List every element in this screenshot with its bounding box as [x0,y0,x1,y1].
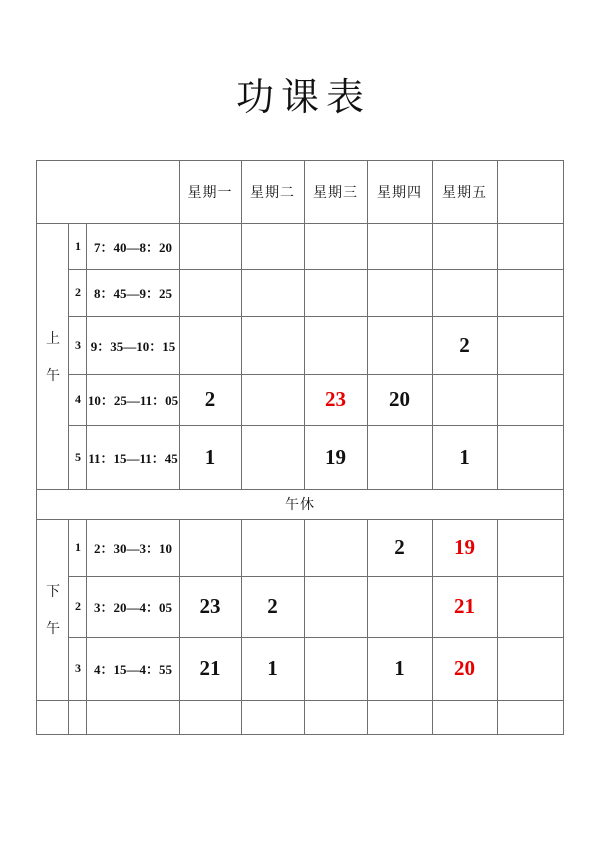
cell-am5-wed: 19 [304,425,367,489]
morning-row-2 [37,269,563,316]
cell-am1-fri [432,223,497,269]
day-header-mon: 星期一 [179,160,241,223]
empty-cell [367,700,432,734]
cell-pm1-extra [497,519,563,576]
empty-cell [179,700,241,734]
period-time: 10：25—11：05 [87,374,179,425]
empty-cell [432,700,497,734]
period-time: 9：35—10：15 [87,316,179,374]
lunch-row [37,489,563,519]
cell-am5-thu [367,425,432,489]
period-number: 1 [69,223,87,269]
cell-am5-fri: 1 [432,425,497,489]
extra-column-header [497,160,563,223]
cell-am5-extra [497,425,563,489]
corner-cell [37,160,179,223]
cell-am4-wed: 23 [304,374,367,425]
empty-cell [69,700,87,734]
cell-am4-mon: 2 [179,374,241,425]
morning-row-3 [37,316,563,374]
cell-pm3-thu: 1 [367,637,432,700]
cell-am3-extra [497,316,563,374]
cell-am2-wed [304,269,367,316]
cell-am3-mon [179,316,241,374]
cell-pm2-fri: 21 [432,576,497,637]
cell-pm1-thu: 2 [367,519,432,576]
morning-row-4 [37,374,563,425]
period-time: 3：20—4：05 [87,576,179,637]
cell-am5-tue [241,425,304,489]
period-time: 4：15—4：55 [87,637,179,700]
period-time: 8：45—9：25 [87,269,179,316]
cell-am3-fri: 2 [432,316,497,374]
period-number: 3 [69,316,87,374]
cell-pm1-fri: 19 [432,519,497,576]
cell-pm2-wed [304,576,367,637]
period-number: 5 [69,425,87,489]
cell-pm2-thu [367,576,432,637]
cell-am4-thu: 20 [367,374,432,425]
cell-am1-extra [497,223,563,269]
section-label-morning [37,223,69,489]
cell-pm2-tue: 2 [241,576,304,637]
page-title: 功课表 [235,77,371,119]
cell-am1-tue [241,223,304,269]
afternoon-vertical-label: 下 午 [45,585,60,638]
morning-row-5 [37,425,563,489]
morning-vertical-label: 上 午 [45,331,60,384]
lunch-break-cell: 午休 [37,489,563,519]
cell-am5-mon: 1 [179,425,241,489]
cell-am2-tue [241,269,304,316]
cell-am3-wed [304,316,367,374]
empty-cell [241,700,304,734]
cell-pm3-fri: 20 [432,637,497,700]
cell-am1-wed [304,223,367,269]
empty-cell [304,700,367,734]
cell-pm1-mon [179,519,241,576]
cell-am1-mon [179,223,241,269]
section-label-afternoon [37,519,69,700]
cell-pm1-wed [304,519,367,576]
period-time: 11：15—11：45 [87,425,179,489]
afternoon-row-2 [37,576,563,637]
period-number: 4 [69,374,87,425]
day-header-tue: 星期二 [241,160,304,223]
cell-pm3-mon: 21 [179,637,241,700]
cell-pm3-extra [497,637,563,700]
cell-pm1-tue [241,519,304,576]
cell-am4-fri [432,374,497,425]
empty-cell [37,700,69,734]
afternoon-row-3 [37,637,563,700]
cell-am4-tue [241,374,304,425]
morning-row-1 [37,223,563,269]
cell-am3-thu [367,316,432,374]
cell-pm3-wed [304,637,367,700]
cell-am2-mon [179,269,241,316]
cell-am2-thu [367,269,432,316]
schedule-table [36,160,563,735]
cell-pm2-extra [497,576,563,637]
cell-am2-fri [432,269,497,316]
afternoon-row-1 [37,519,563,576]
cell-am3-tue [241,316,304,374]
bottom-empty-row [37,700,563,734]
cell-am1-thu [367,223,432,269]
empty-cell [497,700,563,734]
cell-am2-extra [497,269,563,316]
period-number: 2 [69,576,87,637]
cell-pm3-tue: 1 [241,637,304,700]
day-header-thu: 星期四 [367,160,432,223]
day-header-fri: 星期五 [432,160,497,223]
cell-pm2-mon: 23 [179,576,241,637]
period-number: 1 [69,519,87,576]
period-number: 3 [69,637,87,700]
day-header-wed: 星期三 [304,160,367,223]
period-time: 2：30—3：10 [87,519,179,576]
period-time: 7：40—8：20 [87,223,179,269]
header-row [37,160,563,223]
period-number: 2 [69,269,87,316]
cell-am4-extra [497,374,563,425]
empty-cell [87,700,179,734]
